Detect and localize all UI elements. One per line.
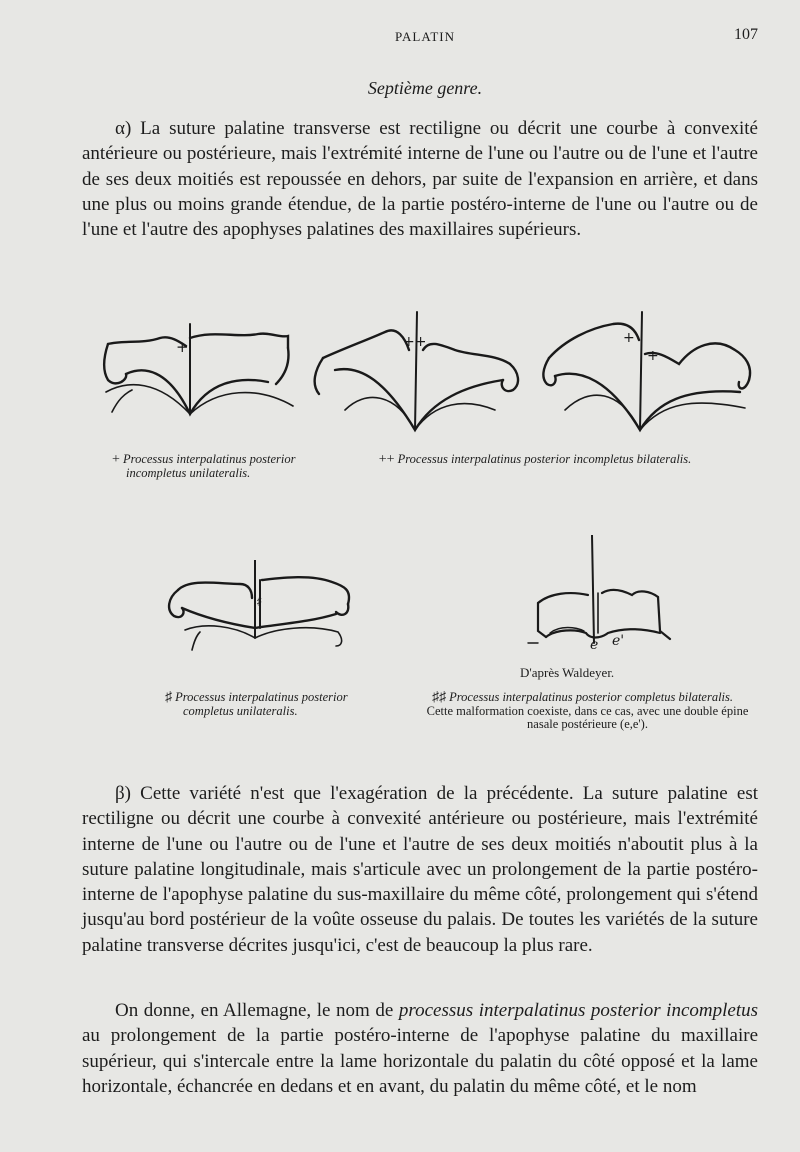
final-paragraph-term: processus interpalatinus posterior incompletus [398, 1000, 758, 1021]
figure-4-caption [410, 691, 765, 732]
figure-credit: D'après Waldeyer. [520, 665, 615, 680]
figure-4-caption-main [410, 691, 765, 705]
figure-3-marker-b: + [647, 348, 659, 364]
beta-paragraph [82, 781, 758, 958]
figure-4-marker: ♯ [256, 595, 263, 610]
figure-3-caption-symbol: ♯ [165, 690, 172, 705]
page-number: 107 [734, 26, 758, 43]
figure-4-caption-text: Processus interpalatinus posterior completus bilateralis. [449, 690, 734, 704]
figure-4-drawing [160, 560, 360, 660]
figure-3-caption-text: Processus interpalatinus posterior completus unilateralis. [175, 690, 348, 718]
running-head-title: PALATIN [395, 29, 455, 44]
figure-3-marker-a: + [623, 330, 635, 346]
figure-2-caption-symbol: ++ [378, 452, 395, 467]
figure-4-caption-symbol: ♯♯ [431, 690, 446, 705]
figure-5-label-e: e [590, 637, 599, 653]
figure-1-caption-symbol: + [112, 452, 120, 467]
final-paragraph [82, 998, 758, 1099]
alpha-paragraph-text: α) La suture palatine transverse est rectiligne ou décrit une courbe à convexité antérieure ou postérieure, mais l'extrémité interne de l'une ou l'autre ou de l'une et l'autre de ses deux moitiés est repoussée en dehors, par suite de l'expansion en arrière, et dans une plus ou moins grande étendue, de la partie postéro-interne de l'une ou l'autre ou de l'une et l'autre des apophyses palatines des maxillaires supérieurs. [82, 118, 758, 241]
figure-2-marker: ++ [403, 334, 427, 350]
final-paragraph-part1: On donne, en Allemagne, le nom de [115, 1000, 399, 1021]
figure-5-label-e-prime: e' [612, 633, 625, 649]
final-paragraph-part2: au prolongement de la partie postéro-interne de l'apophyse palatine du maxillaire supérieur, qui s'intercale entre la lame horizontale du palatin du côté opposé et la lame horizontale, échancrée en dedans et en avant, du palatin du même côté, et le nom [82, 1025, 758, 1097]
figure-2-caption-text: Processus interpalatinus posterior incompletus bilateralis. [397, 452, 692, 466]
figure-4-note: Cette malformation coexiste, dans ce cas, avec une double épine nasale postérieure (e,e'). [426, 703, 749, 731]
figure-1-drawing [98, 322, 298, 437]
figure-1-caption [112, 453, 301, 480]
figure-3-drawing [535, 310, 760, 435]
final-paragraph-text [82, 998, 758, 1099]
beta-paragraph-text: β) Cette variété n'est que l'exagération de la précédente. La suture palatine est rectiligne ou décrit une courbe à convexité antérieure ou postérieure, mais l'extrémité interne de l'une ou l'autre ou de l'une et l'autre de ses deux moitiés n'aboutit plus à la suture palatine longitudinale, mais s'articule avec un prolongement de la partie postéro-interne de l'apophyse palatine du sus-maxillaire du même côté, prolongement qui s'étend jusqu'au bord postérieur de la voûte osseuse du palais. De toutes les variétés de la suture palatine transverse décrites jusqu'ici, c'est de beaucoup la plus rare. [82, 783, 758, 956]
alpha-paragraph [82, 116, 758, 242]
figure-5-drawing [520, 535, 680, 655]
figure-1-marker: + [176, 338, 189, 356]
figure-2-caption [340, 453, 730, 467]
figure-2-drawing [305, 310, 527, 435]
running-head [0, 26, 800, 46]
section-title: Septième genre. [367, 78, 483, 98]
figure-3-caption [165, 691, 383, 718]
figure-1-caption-text: Processus interpalatinus posterior incompletus unilateralis. [123, 452, 296, 480]
